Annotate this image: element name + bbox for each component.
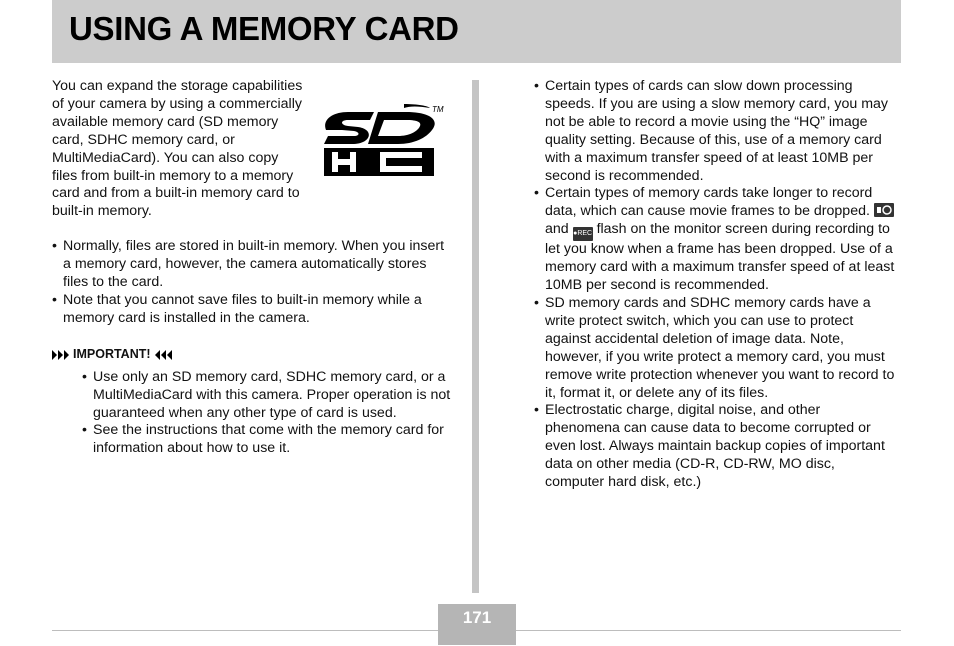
- page-header: [52, 0, 901, 63]
- bullet-text: and: [545, 221, 569, 238]
- list-item: • See the instructions that come with the memory card for information about how to use it.: [82, 422, 452, 458]
- left-column: [52, 78, 452, 458]
- important-marker-icon: [155, 350, 172, 360]
- sdhc-logo-icon: [318, 98, 448, 178]
- rec-icon: ●REC: [573, 227, 593, 241]
- intro-paragraph: You can expand the storage capabilities of your camera by using a commercially available memory card (SD memory card, SDHC memory card, or MultiMediaCard). You can also copy files from built-in memory to a memory card and from a built-in memory card to built-in memory.: [52, 78, 303, 220]
- notes-list: [52, 238, 452, 328]
- bullet-text: Certain types of memory cards take longer to record data, which can cause movie frames to be dropped.: [545, 185, 873, 220]
- page-title: USING A MEMORY CARD: [69, 10, 459, 47]
- right-column: [534, 78, 896, 492]
- list-item: • SD memory cards and SDHC memory cards have a write protect switch, which you can use to protect against accidental deletion of image data. Note, however, if you write protect a memory card, you must remove write protection whenever you want to record to it, format it, or delete any of its files.: [534, 295, 896, 402]
- cautions-list: [534, 78, 896, 492]
- column-divider: [472, 80, 479, 593]
- list-item: • Normally, files are stored in built-in memory. When you insert a memory card, however, the camera automatically stores files to the card.: [52, 238, 452, 292]
- logo-tm: TM: [432, 105, 444, 114]
- list-item: • Use only an SD memory card, SDHC memory card, or a MultiMediaCard with this camera. Proper operation is not guaranteed when any other type of card is used.: [82, 369, 452, 423]
- important-marker-icon: [52, 350, 69, 360]
- list-item: • Electrostatic charge, digital noise, and other phenomena can cause data to become corrupted or even lost. Always maintain backup copies of important data on other media (CD-R, CD-RW, MO disc, computer hard disk, etc.): [534, 402, 896, 492]
- important-heading: [52, 346, 452, 364]
- bullet-text: flash on the monitor screen during recording to let you know when a frame has been dropped. Use of a memory card with a maximum transfer speed of at least 10MB per second is recommended.: [545, 221, 895, 294]
- frame-drop-icon: [874, 203, 894, 217]
- important-list: [82, 369, 452, 459]
- page-number-tab: [438, 632, 516, 645]
- list-item: • Note that you cannot save files to built-in memory while a memory card is installed in the camera.: [52, 292, 452, 328]
- list-item: • Certain types of cards can slow down processing speeds. If you are using a slow memory card, you may not be able to record a movie using the “HQ” image quality setting. Because of this, use of a memory card with a maximum transfer speed of at least 10MB per second is recommended.: [534, 78, 896, 185]
- list-item: [534, 185, 896, 295]
- page-number: 171: [438, 604, 516, 632]
- important-label: IMPORTANT!: [73, 346, 151, 361]
